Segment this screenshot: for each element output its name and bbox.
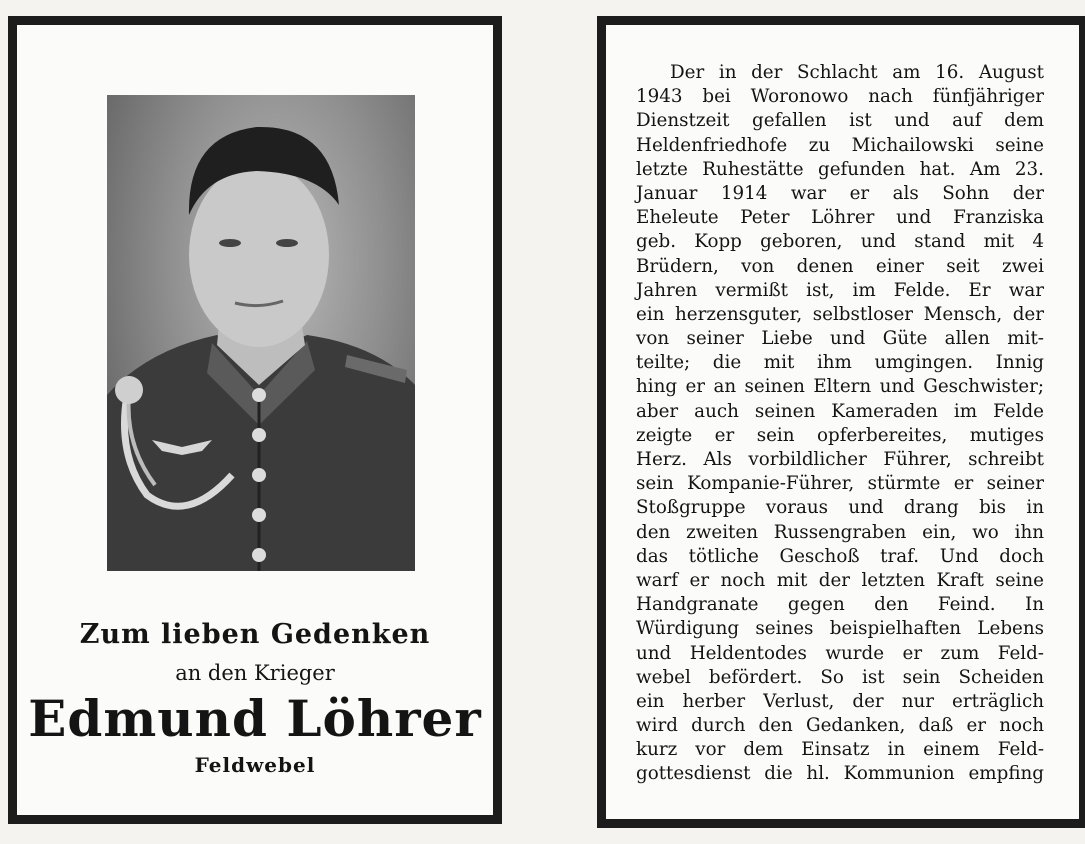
biography-line: webel befördert. So ist sein Scheiden bbox=[636, 666, 1044, 688]
biography-line: kurz vor dem Einsatz in einem Feld- bbox=[636, 739, 1044, 761]
biography-line: Der in der Schlacht am 16. August bbox=[670, 62, 1044, 83]
deceased-rank: Feldwebel bbox=[194, 753, 316, 777]
biography-line: 1943 bei Woronowo nach fünfjähriger bbox=[636, 86, 1044, 108]
biography-line: Stoßgruppe voraus und drang bis in bbox=[636, 497, 1044, 519]
biography-line: hing er an seinen Eltern und Geschwister; bbox=[636, 376, 1044, 398]
biography-line: letzte Ruhestätte gefunden hat. Am 23. bbox=[636, 158, 1044, 180]
biography-line: von seiner Liebe und Güte allen mit- bbox=[636, 328, 1044, 350]
biography-line: sein Kompanie-Führer, stürmte er seiner bbox=[636, 473, 1044, 495]
biography-line: Jahren vermißt ist, im Felde. Er war bbox=[636, 279, 1044, 301]
biography-line: das tötliche Geschoß traf. Und doch bbox=[636, 545, 1044, 567]
biography-line: zeigte er sein opferbereites, mutiges bbox=[636, 424, 1044, 446]
biography-line: geb. Kopp geboren, und stand mit 4 bbox=[636, 231, 1044, 253]
biography-line: ein herber Verlust, der nur erträglich bbox=[636, 690, 1044, 712]
deceased-name: Edmund Löhrer bbox=[28, 689, 482, 748]
biography-line: Januar 1914 war er als Sohn der bbox=[636, 182, 1044, 204]
memorial-heading: Zum lieben Gedenken bbox=[79, 619, 431, 650]
biography-line: warf er noch mit der letzten Kraft seine bbox=[636, 569, 1044, 591]
biography-line: wird durch den Gedanken, daß er noch bbox=[636, 715, 1044, 737]
biography-line: und Heldentodes wurde er zum Feld- bbox=[636, 642, 1044, 664]
biography-line: ein herzensguter, selbstloser Mensch, der bbox=[636, 303, 1044, 325]
biography-line: aber auch seinen Kameraden im Felde bbox=[636, 400, 1044, 422]
soldier-portrait-illustration bbox=[107, 95, 415, 571]
biography-line: gottesdienst die hl. Kommunion empfing bbox=[636, 763, 1044, 785]
biography-line: teilte; die mit ihm umgingen. Innig bbox=[636, 352, 1044, 374]
biography-line: Handgranate gegen den Feind. In bbox=[636, 594, 1044, 616]
biography-line: Eheleute Peter Löhrer und Franziska bbox=[636, 207, 1044, 229]
memorial-card-front bbox=[8, 16, 502, 824]
biography-line: den zweiten Russengraben ein, wo ihn bbox=[636, 521, 1044, 543]
biography-line: Herz. Als vorbildlicher Führer, schreibt bbox=[636, 449, 1044, 470]
biography-text bbox=[636, 61, 1044, 787]
biography-line: Heldenfriedhofe zu Michailowski seine bbox=[636, 134, 1044, 156]
biography-line: Brüdern, von denen einer seit zwei bbox=[636, 255, 1044, 277]
memorial-subheading: an den Krieger bbox=[175, 661, 335, 685]
soldier-portrait-photo bbox=[107, 95, 415, 571]
biography-line: Dienstzeit gefallen ist und auf dem bbox=[636, 110, 1044, 132]
memorial-card-back bbox=[597, 16, 1085, 828]
biography-line: Würdigung seines beispielhaften Lebens bbox=[636, 618, 1044, 640]
